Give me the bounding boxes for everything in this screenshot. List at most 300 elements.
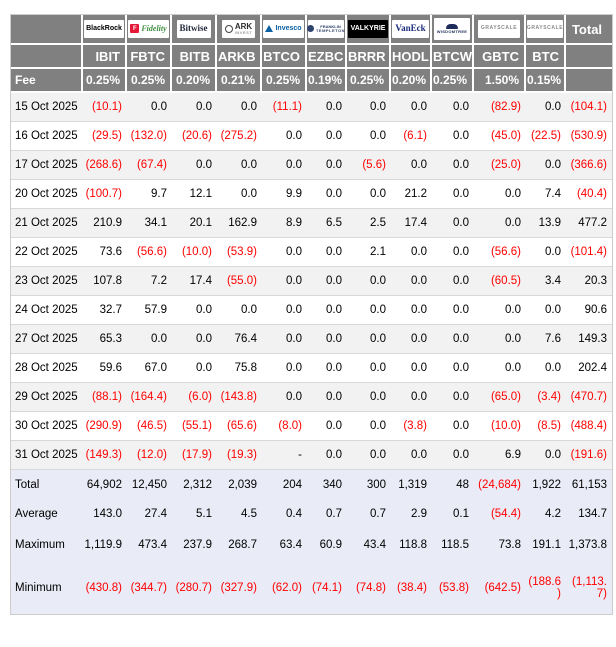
summary-value-cell: (54.4) [474,499,526,528]
date-cell: 29 Oct 2025 [11,383,83,412]
value-cell: 0.0 [307,122,347,151]
date-cell: 21 Oct 2025 [11,209,83,238]
value-cell: (65.0) [474,383,526,412]
ark-invest-logo-text: ARK [234,21,253,31]
summary-value-cell: 1,119.9 [83,528,127,562]
franklin-templeton-logo-text: FRANKLIN [320,23,341,29]
fee-cell-btcw: 0.25% [432,69,474,93]
vaneck-logo [392,20,428,38]
value-cell: 34.1 [127,209,172,238]
valkyrie-logo [348,20,388,38]
ticker-cell-hodl: HODL [391,45,432,69]
value-cell: 0.0 [391,238,432,267]
value-cell: 0.0 [432,441,474,470]
fidelity-logo [128,20,169,38]
value-cell: (56.6) [474,238,526,267]
value-cell: (8.0) [262,412,307,441]
value-cell: 0.0 [474,296,526,325]
ticker-cell-fbtc: FBTC [127,45,172,69]
value-cell: 0.0 [347,122,391,151]
value-cell: 0.0 [391,296,432,325]
franklin-templeton-logo [308,20,344,38]
issuer-logo-cell [217,15,262,45]
value-cell: 0.0 [307,441,347,470]
value-cell: (101.4) [566,238,612,267]
value-cell: (143.8) [217,383,262,412]
summary-value-cell: 118.5 [432,528,474,562]
table-row [11,325,612,354]
value-cell: 0.0 [432,93,474,122]
value-cell: 9.7 [127,180,172,209]
summary-value-cell: (280.7) [172,562,217,614]
value-cell: 0.0 [526,151,566,180]
summary-value-cell: (642.5) [474,562,526,614]
value-cell: 9.9 [262,180,307,209]
date-cell: 24 Oct 2025 [11,296,83,325]
table-row [11,180,612,209]
table-row [11,93,612,122]
value-cell: 17.4 [172,267,217,296]
summary-value-cell: (53.8) [432,562,474,614]
summary-value-cell: 118.8 [391,528,432,562]
value-cell: (19.3) [217,441,262,470]
ticker-total-blank-cell [566,45,612,69]
ark-invest-logo-icon [225,25,233,33]
value-cell: 0.0 [172,325,217,354]
value-cell: (67.4) [127,151,172,180]
value-cell: (164.4) [127,383,172,412]
value-cell: (10.1) [83,93,127,122]
vaneck-logo-text: VanEck [395,23,426,34]
value-cell: 3.4 [526,267,566,296]
value-cell: 0.0 [217,93,262,122]
summary-value-cell: (74.8) [347,562,391,614]
value-cell: 0.0 [432,122,474,151]
value-cell: 90.6 [566,296,612,325]
issuer-logo-cell [474,15,526,45]
value-cell: (45.0) [474,122,526,151]
value-cell: 13.9 [526,209,566,238]
value-cell: 0.0 [474,209,526,238]
value-cell: 0.0 [262,122,307,151]
value-cell: 0.0 [474,354,526,383]
value-cell: (488.4) [566,412,612,441]
table-row [11,383,612,412]
value-cell: 8.9 [262,209,307,238]
value-cell: (10.0) [172,238,217,267]
value-cell: 57.9 [127,296,172,325]
date-cell: 15 Oct 2025 [11,93,83,122]
value-cell: 149.3 [566,325,612,354]
value-cell: (60.5) [474,267,526,296]
wisdomtree-logo-text: WISDOMTREE [436,29,468,34]
summary-label: Total [11,470,83,499]
value-cell: 2.1 [347,238,391,267]
summary-value-cell: 191.1 [526,528,566,562]
blackrock-logo-text: BlackRock [86,25,122,33]
franklin-templeton-logo-icon [307,25,314,32]
value-cell: - [262,441,307,470]
value-cell: 0.0 [347,296,391,325]
value-cell: 7.6 [526,325,566,354]
summary-value-cell: 1,373.8 [566,528,612,562]
value-cell: 0.0 [432,383,474,412]
invesco-logo-icon [265,25,273,32]
summary-value-cell: 1,922 [526,470,566,499]
value-cell: (55.1) [172,412,217,441]
value-cell: 0.0 [262,296,307,325]
issuer-logo-cell [391,15,432,45]
value-cell: 0.0 [262,267,307,296]
value-cell: (132.0) [127,122,172,151]
table-row [11,151,612,180]
value-cell: 0.0 [432,354,474,383]
value-cell: 20.1 [172,209,217,238]
value-cell: 67.0 [127,354,172,383]
value-cell: 0.0 [347,93,391,122]
summary-label: Maximum [11,528,83,562]
value-cell: 0.0 [432,238,474,267]
value-cell: 0.0 [432,412,474,441]
issuer-logo-cell [83,15,127,45]
value-cell: (20.6) [172,122,217,151]
value-cell: (11.1) [262,93,307,122]
summary-value-cell: 204 [262,470,307,499]
btc-etf-flow-table [10,14,613,615]
value-cell: 0.0 [432,267,474,296]
bitwise-logo [177,20,211,38]
value-cell: (53.9) [217,238,262,267]
ark-invest-logo-text-group [235,23,252,35]
total-column-header: Total [566,15,612,45]
value-cell: (29.5) [83,122,127,151]
summary-value-cell: 143.0 [83,499,127,528]
value-cell: (275.2) [217,122,262,151]
value-cell: 0.0 [391,325,432,354]
grayscale-logo-text: GRAYSCALE [480,25,518,32]
value-cell: 0.0 [347,267,391,296]
value-cell: 0.0 [474,325,526,354]
value-cell: 6.5 [307,209,347,238]
value-cell: 0.0 [217,296,262,325]
date-cell: 23 Oct 2025 [11,267,83,296]
bitwise-logo-text: Bitwise [179,23,208,34]
fee-row-label: Fee [11,69,83,93]
summary-row-maximum [11,528,612,562]
value-cell: 0.0 [347,180,391,209]
summary-value-cell: (1,113.7) [566,562,612,614]
value-cell: (6.1) [391,122,432,151]
issuer-logo-row [11,15,612,45]
value-cell: (65.6) [217,412,262,441]
fee-cell-bitb: 0.20% [172,69,217,93]
value-cell: (56.6) [127,238,172,267]
value-cell: 76.4 [217,325,262,354]
issuer-logo-cell [526,15,566,45]
ticker-cell-arkb: ARKB [217,45,262,69]
value-cell: (3.8) [391,412,432,441]
value-cell: 162.9 [217,209,262,238]
value-cell: 0.0 [262,383,307,412]
summary-row-total [11,470,612,499]
value-cell: (290.9) [83,412,127,441]
value-cell: 210.9 [83,209,127,238]
fee-cell-brrr: 0.25% [347,69,391,93]
date-cell: 22 Oct 2025 [11,238,83,267]
summary-label: Average [11,499,83,528]
value-cell: (5.6) [347,151,391,180]
value-cell: (470.7) [566,383,612,412]
fee-cell-btc: 0.15% [526,69,566,93]
value-cell: (530.9) [566,122,612,151]
value-cell: 17.4 [391,209,432,238]
value-cell: 0.0 [347,325,391,354]
table-row [11,412,612,441]
value-cell: 0.0 [432,209,474,238]
fee-cell-fbtc: 0.25% [127,69,172,93]
table-row [11,441,612,470]
value-cell: (104.1) [566,93,612,122]
value-cell: 0.0 [172,354,217,383]
value-cell: 0.0 [347,441,391,470]
value-cell: 0.0 [347,354,391,383]
value-cell: 0.0 [307,325,347,354]
blackrock-logo [84,20,124,38]
summary-value-cell: 73.8 [474,528,526,562]
fee-cell-ibit: 0.25% [83,69,127,93]
value-cell: 0.0 [127,93,172,122]
summary-value-cell: 63.4 [262,528,307,562]
franklin-templeton-logo-text-group [316,25,345,33]
table-row [11,267,612,296]
fidelity-logo-text: Fidelity [141,23,167,33]
value-cell: 0.0 [262,354,307,383]
value-cell: 0.0 [391,354,432,383]
value-cell: 2.5 [347,209,391,238]
ticker-corner-cell [11,45,83,69]
summary-row-minimum [11,562,612,614]
table-header [11,15,612,93]
value-cell: 0.0 [391,383,432,412]
summary-label: Minimum [11,562,83,614]
value-cell: 73.6 [83,238,127,267]
value-cell: 107.8 [83,267,127,296]
date-cell: 20 Oct 2025 [11,180,83,209]
value-cell: 0.0 [307,354,347,383]
summary-value-cell: 134.7 [566,499,612,528]
date-cell: 31 Oct 2025 [11,441,83,470]
value-cell: 0.0 [526,93,566,122]
summary-value-cell: 268.7 [217,528,262,562]
value-cell: 0.0 [526,238,566,267]
summary-value-cell: 4.5 [217,499,262,528]
value-cell: 0.0 [307,296,347,325]
value-cell: 0.0 [347,383,391,412]
value-cell: 0.0 [391,151,432,180]
value-cell: 21.2 [391,180,432,209]
fee-cell-btco: 0.25% [262,69,307,93]
summary-value-cell: 4.2 [526,499,566,528]
value-cell: 12.1 [172,180,217,209]
fee-total-blank-cell [566,69,612,93]
value-cell: 0.0 [262,151,307,180]
value-cell: (22.5) [526,122,566,151]
table-row [11,209,612,238]
summary-value-cell: 2,312 [172,470,217,499]
value-cell: 0.0 [526,441,566,470]
value-cell: (366.6) [566,151,612,180]
value-cell: (17.9) [172,441,217,470]
summary-body [11,470,612,614]
value-cell: (88.1) [83,383,127,412]
issuer-logo-cell [127,15,172,45]
value-cell: 0.0 [307,267,347,296]
fee-cell-hodl: 0.20% [391,69,432,93]
value-cell: 0.0 [347,412,391,441]
value-cell: 0.0 [474,180,526,209]
date-cell: 27 Oct 2025 [11,325,83,354]
value-cell: 0.0 [127,325,172,354]
summary-value-cell: 0.7 [307,499,347,528]
wisdomtree-logo [434,18,471,40]
summary-value-cell: (74.1) [307,562,347,614]
value-cell: (12.0) [127,441,172,470]
franklin-templeton-logo-subtext: TEMPLETON [315,27,346,33]
value-cell: 0.0 [307,383,347,412]
value-cell: (100.7) [83,180,127,209]
value-cell: (46.5) [127,412,172,441]
summary-value-cell: 5.1 [172,499,217,528]
summary-value-cell: 12,450 [127,470,172,499]
value-cell: (82.9) [474,93,526,122]
value-cell: 59.6 [83,354,127,383]
value-cell: 0.0 [172,93,217,122]
value-cell: 0.0 [262,238,307,267]
issuer-logo-cell [307,15,347,45]
summary-value-cell: 0.1 [432,499,474,528]
value-cell: 7.2 [127,267,172,296]
issuer-logo-cell [347,15,391,45]
summary-value-cell: (327.9) [217,562,262,614]
value-cell: 0.0 [391,441,432,470]
valkyrie-logo-text: VALKYRIE [350,25,386,33]
issuer-logo-cell [262,15,307,45]
summary-value-cell: 48 [432,470,474,499]
table-row [11,238,612,267]
summary-value-cell: (62.0) [262,562,307,614]
value-cell: (25.0) [474,151,526,180]
value-cell: 0.0 [432,325,474,354]
summary-value-cell: 64,902 [83,470,127,499]
ticker-cell-ibit: IBIT [83,45,127,69]
value-cell: 6.9 [474,441,526,470]
summary-value-cell: 2.9 [391,499,432,528]
value-cell: 0.0 [217,151,262,180]
date-cell: 30 Oct 2025 [11,412,83,441]
summary-value-cell: (188.6) [526,562,566,614]
value-cell: 0.0 [307,180,347,209]
summary-value-cell: (344.7) [127,562,172,614]
value-cell: 0.0 [391,93,432,122]
value-cell: (55.0) [217,267,262,296]
ticker-cell-gbtc: GBTC [474,45,526,69]
summary-value-cell: 2,039 [217,470,262,499]
value-cell: 0.0 [432,180,474,209]
value-cell: 477.2 [566,209,612,238]
ticker-cell-brrr: BRRR [347,45,391,69]
summary-value-cell: 300 [347,470,391,499]
value-cell: 0.0 [432,296,474,325]
ark-invest-logo-subtext: INVEST [234,29,253,35]
value-cell: 7.4 [526,180,566,209]
summary-row-average [11,499,612,528]
value-cell: (8.5) [526,412,566,441]
value-cell: 0.0 [391,267,432,296]
value-cell: 0.0 [526,296,566,325]
invesco-logo [263,20,304,38]
issuer-logo-cell [432,15,474,45]
value-cell: 0.0 [172,296,217,325]
ticker-cell-btco: BTCO [262,45,307,69]
summary-value-cell: 237.9 [172,528,217,562]
ark-invest-logo [222,20,255,38]
fidelity-logo-icon: F [130,24,139,33]
date-cell: 17 Oct 2025 [11,151,83,180]
daily-flows-body [11,93,612,470]
summary-value-cell: 473.4 [127,528,172,562]
grayscale-logo-text: GRAYSCALE [526,25,564,32]
summary-value-cell: 27.4 [127,499,172,528]
value-cell: (268.6) [83,151,127,180]
summary-value-cell: 1,319 [391,470,432,499]
ticker-row [11,45,612,69]
fee-cell-gbtc: 1.50% [474,69,526,93]
ticker-cell-bitb: BITB [172,45,217,69]
table-row [11,354,612,383]
value-cell: 0.0 [172,151,217,180]
summary-value-cell: 0.4 [262,499,307,528]
value-cell: (149.3) [83,441,127,470]
value-cell: (40.4) [566,180,612,209]
fee-cell-ezbc: 0.19% [307,69,347,93]
value-cell: 0.0 [526,354,566,383]
summary-value-cell: 340 [307,470,347,499]
value-cell: 0.0 [307,238,347,267]
summary-value-cell: 43.4 [347,528,391,562]
value-cell: 0.0 [432,151,474,180]
summary-value-cell: 0.7 [347,499,391,528]
summary-value-cell: 61,153 [566,470,612,499]
grayscale-logo [527,20,563,38]
table-row [11,122,612,151]
value-cell: 0.0 [307,93,347,122]
grayscale-logo [478,20,520,38]
value-cell: (3.4) [526,383,566,412]
fee-row [11,69,612,93]
ticker-cell-btcw: BTCW [432,45,474,69]
ticker-cell-btc: BTC [526,45,566,69]
value-cell: 0.0 [217,180,262,209]
value-cell: (10.0) [474,412,526,441]
value-cell: 0.0 [262,325,307,354]
value-cell: 0.0 [307,412,347,441]
value-cell: (6.0) [172,383,217,412]
value-cell: (191.6) [566,441,612,470]
value-cell: 32.7 [83,296,127,325]
value-cell: 65.3 [83,325,127,354]
summary-value-cell: (24,684) [474,470,526,499]
summary-value-cell: (430.8) [83,562,127,614]
